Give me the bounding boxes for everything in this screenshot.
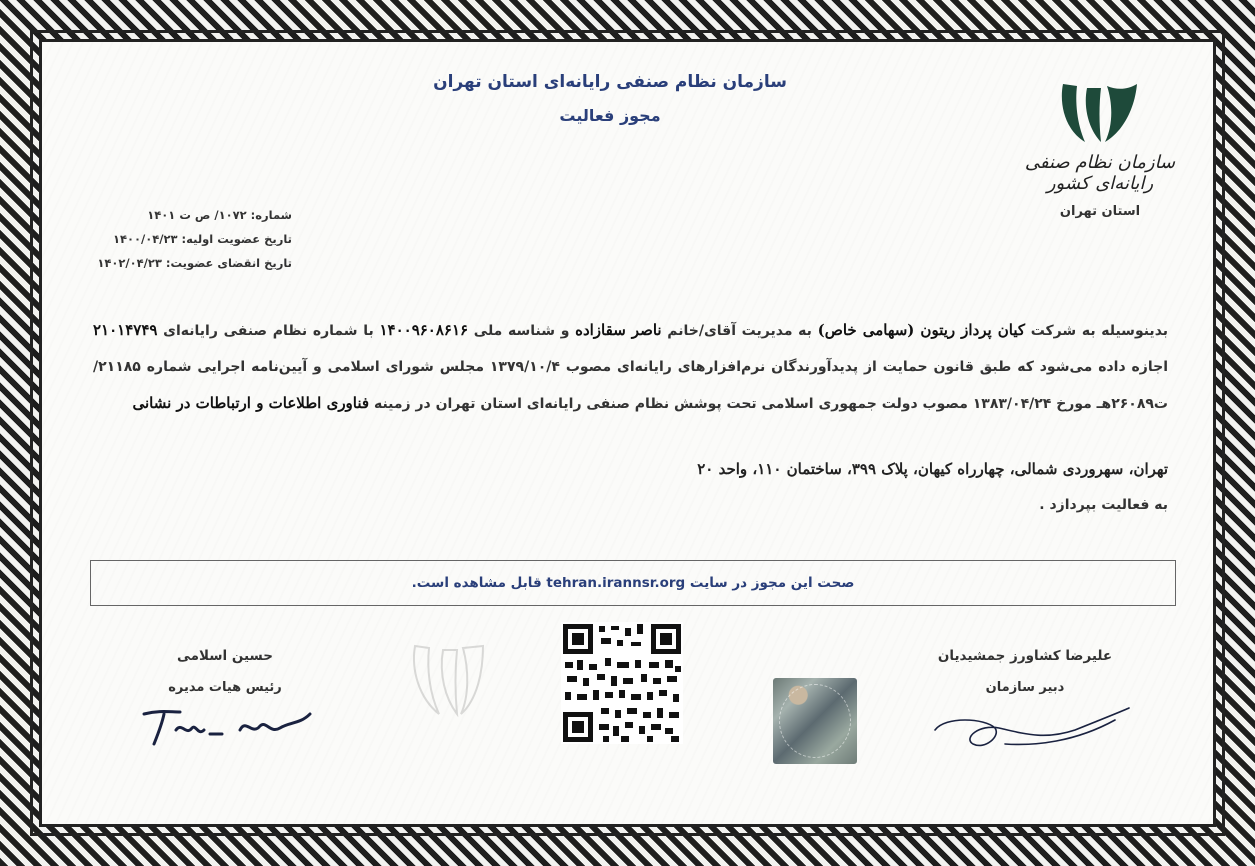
security-hologram <box>773 678 857 764</box>
initial-membership-date: تاریخ عضویت اولیه: ۱۴۰۰/۰۴/۲۳ <box>112 232 292 246</box>
qr-code-icon <box>561 622 683 744</box>
org-logo <box>1015 80 1185 240</box>
secretary-name: علیرضا کشاورز جمشیدیان <box>937 648 1113 664</box>
secretary-role: دبیر سازمان <box>985 680 1065 695</box>
body-intro: بدینوسیله به شرکت <box>1030 323 1169 339</box>
body-legal-text: اجازه داده می‌شود که طبق قانون حمایت از پدیدآورندگان نرم‌افزارهای رایانه‌ای مصوب ۱۳۷۹/۱۰/۴ مجلس شورای اسلامی و آیین‌نامه اجرایی شماره ۲۱۱۸۵/ت۲۶۰۸۹هـ مورخ ۱۳۸۳/۰۴/۲۴ مصوب دولت جمهوری اسلامی تحت پوشش نظام صنفی رایانه‌ای استان تهران در زمینه <box>93 359 1168 412</box>
activity-field: فناوری اطلاعات و ارتباطات در نشانی <box>132 394 370 412</box>
verify-text-a: صحت این مجوز در سایت <box>689 575 855 591</box>
body-closing: به فعالیت بپردازد . <box>1039 497 1168 513</box>
logo-emblem-icon <box>1055 80 1145 146</box>
verification-box <box>90 560 1176 606</box>
signature-block-left <box>130 648 320 695</box>
manager-name: ناصر سقازاده <box>575 321 662 339</box>
signature-block-right <box>925 648 1125 695</box>
verification-qr-code[interactable] <box>561 622 683 744</box>
org-title: سازمان نظام صنفی رایانه‌ای استان تهران <box>433 72 787 92</box>
watermark-emblem-icon <box>405 640 485 720</box>
body-manager-label: به مدیریت آقای/خانم <box>667 323 812 339</box>
certificate-number: شماره: ۱۰۷۲/ ص ت ۱۴۰۱ <box>147 208 292 222</box>
secretary-signature-icon <box>925 700 1135 760</box>
certificate-meta <box>92 203 292 275</box>
doc-title: مجوز فعالیت <box>559 106 661 125</box>
chairman-signature-icon <box>140 700 320 750</box>
national-id: ۱۴۰۰۹۶۰۸۶۱۶ <box>379 321 469 339</box>
logo-province: استان تهران <box>1059 204 1141 219</box>
certificate-header <box>360 72 860 125</box>
company-name: کیان پرداز ریتون (سهامی خاص) <box>817 321 1026 339</box>
business-address: تهران، سهروردی شمالی، چهارراه کیهان، پلاک ۳۹۹، ساختمان ۱۱۰، واحد ۲۰ <box>697 460 1168 478</box>
chairman-name: حسین اسلامی <box>177 648 273 664</box>
body-member-label: با شماره نظام صنفی رایانه‌ای <box>163 323 374 339</box>
logo-text: سازمان نظام صنفی رایانه‌ای کشور <box>1024 152 1176 194</box>
verify-text-b: قابل مشاهده است. <box>411 575 542 591</box>
membership-expiry-date: تاریخ انقضای عضویت: ۱۴۰۲/۰۴/۲۳ <box>97 256 292 270</box>
verify-site-link[interactable]: tehran.irannsr.org <box>546 575 686 591</box>
body-id-label: و شناسه ملی <box>473 323 570 339</box>
certificate-body <box>93 312 1168 422</box>
member-number: ۲۱۰۱۴۷۴۹ <box>93 321 158 339</box>
chairman-role: رئیس هیات مدیره <box>168 680 282 695</box>
